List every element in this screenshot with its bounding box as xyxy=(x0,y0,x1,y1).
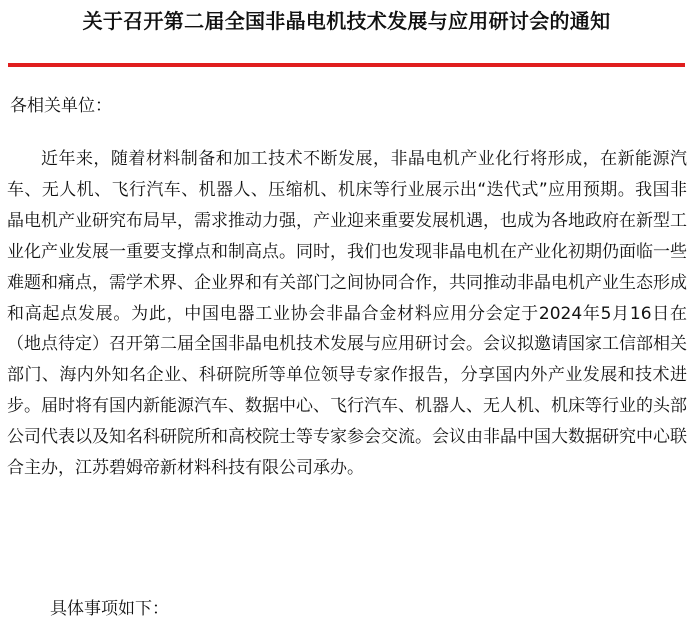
body-paragraph: 近年来，随着材料制备和加工技术不断发展，非晶电机产业化行将形成，在新能源汽车、无人机、飞行汽车、机器人、压缩机、机床等行业展示出“迭代式”应用预期。我国非晶电机产业研究布局早，需求推动力强，产业迎来重要发展机遇，也成为各地政府在新型工业化产业发展一重要支撑点和制高点。同时，我们也发现非晶电机在产业化初期仍面临一些难题和痛点，需学术界、企业界和有关部门之间协同合作，共同推动非晶电机产业生态形成和高起点发展。为此，中国电器工业协会非晶合金材料应用分会定于2024年5月16日在（地点待定）召开第二届全国非晶电机技术发展与应用研讨会。会议拟邀请国家工信部相关部门、海内外知名企业、科研院所等单位领导专家作报告，分享国内外产业发展和技术进步。届时将有国内新能源汽车、数据中心、飞行汽车、机器人、无人机、机床等行业的头部公司代表以及知名科研院所和高校院士等专家参会交流。会议由非晶中国大数据研究中心联合主办，江苏碧姆帝新材料科技有限公司承办。 xyxy=(7,149,687,479)
salutation: 各相关单位： xyxy=(10,96,112,116)
items-heading: 具体事项如下： xyxy=(50,599,169,619)
red-divider xyxy=(8,63,685,67)
notice-title: 关于召开第二届全国非晶电机技术发展与应用研讨会的通知 xyxy=(82,9,611,33)
